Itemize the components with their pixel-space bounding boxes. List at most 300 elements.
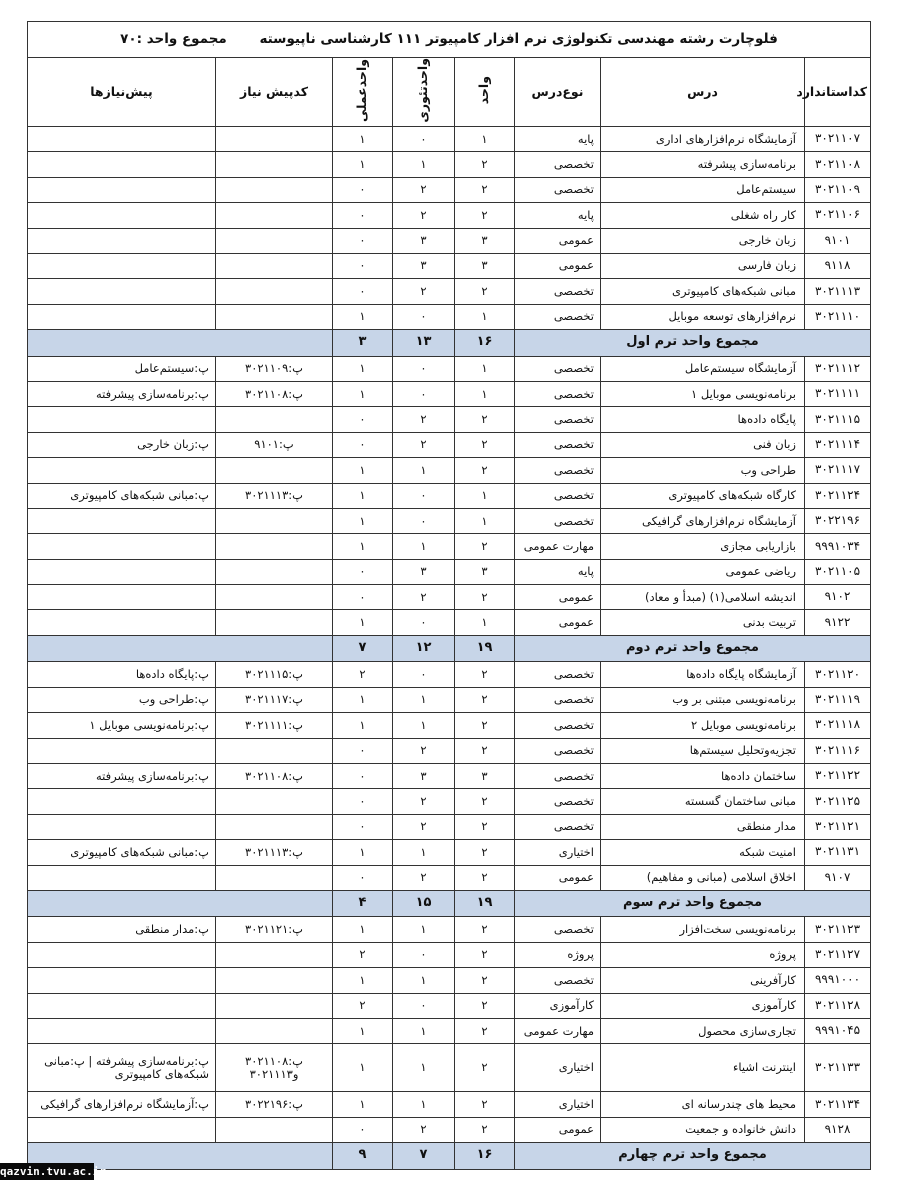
- prereq-name: پ:مبانی شبکه‌های کامپیوتری: [27, 840, 215, 865]
- prereq-name: [27, 458, 215, 483]
- course-units: ۲: [455, 968, 515, 993]
- course-type: عمومی: [515, 610, 601, 635]
- prereq-name: [27, 610, 215, 635]
- col-units-label: واحد: [476, 76, 492, 105]
- prereq-name: پ:سیستم‌عامل: [27, 356, 215, 381]
- course-code: ۳۰۲۱۱۲۷: [805, 942, 871, 967]
- course-type: اختیاری: [515, 1044, 601, 1092]
- course-type: تخصصی: [515, 304, 601, 329]
- course-type: مهارت عمومی: [515, 1018, 601, 1043]
- course-type: تخصصی: [515, 508, 601, 533]
- course-type: عمومی: [515, 585, 601, 610]
- prereq-name: [27, 407, 215, 432]
- course-theory: ۲: [393, 407, 455, 432]
- table-row: [27, 738, 870, 763]
- course-units: ۲: [455, 407, 515, 432]
- course-theory: ۱: [393, 687, 455, 712]
- course-type: تخصصی: [515, 662, 601, 687]
- course-units: ۲: [455, 993, 515, 1018]
- table-row: [27, 1044, 870, 1092]
- course-name: برنامه‌نویسی موبایل ۲: [601, 713, 805, 738]
- course-type: تخصصی: [515, 968, 601, 993]
- prereq-code: [216, 508, 333, 533]
- prereq-code: [216, 534, 333, 559]
- prereq-name: [27, 1018, 215, 1043]
- table-row: [27, 610, 870, 635]
- col-practical: [333, 58, 393, 127]
- course-practical: ۰: [333, 432, 393, 457]
- course-practical: ۱: [333, 152, 393, 177]
- table-row: [27, 585, 870, 610]
- course-name: ساختمان داده‌ها: [601, 763, 805, 788]
- table-row: [27, 534, 870, 559]
- prereq-code: [216, 304, 333, 329]
- prereq-code: [216, 203, 333, 228]
- course-code: ۳۰۲۱۱۲۲: [805, 763, 871, 788]
- course-name: طراحی وب: [601, 458, 805, 483]
- prereq-code: [216, 585, 333, 610]
- course-name: کارآموزی: [601, 993, 805, 1018]
- course-units: ۲: [455, 865, 515, 890]
- page-title: فلوچارت رشته مهندسی تکنولوژی نرم افزار کامپیوتر ۱۱۱ کارشناسی ناپیوسته: [259, 30, 778, 47]
- course-name: مدار منطقی: [601, 814, 805, 839]
- prereq-name: [27, 968, 215, 993]
- course-name: آزمایشگاه نرم‌افزارهای اداری: [601, 126, 805, 151]
- course-units: ۳: [455, 228, 515, 253]
- table-row: [27, 942, 870, 967]
- prereq-code: پ:۳۰۲۱۱۰۸: [216, 381, 333, 406]
- course-code: ۳۰۲۱۱۱۲: [805, 356, 871, 381]
- course-theory: ۱: [393, 1018, 455, 1043]
- table-row: [27, 968, 870, 993]
- table-row: [27, 917, 870, 942]
- course-practical: ۱: [333, 1092, 393, 1117]
- course-theory: ۱: [393, 1044, 455, 1092]
- prereq-code: پ:۳۰۲۱۱۱۷: [216, 687, 333, 712]
- term-sum-empty: [27, 330, 332, 357]
- course-practical: ۰: [333, 253, 393, 278]
- course-type: تخصصی: [515, 687, 601, 712]
- course-type: تخصصی: [515, 458, 601, 483]
- course-practical: ۰: [333, 763, 393, 788]
- course-theory: ۳: [393, 763, 455, 788]
- course-practical: ۰: [333, 585, 393, 610]
- course-type: عمومی: [515, 1117, 601, 1142]
- course-name: آزمایشگاه نرم‌افزارهای گرافیکی: [601, 508, 805, 533]
- term-sum-units: ۱۶: [455, 330, 515, 357]
- course-code: ۳۰۲۱۱۱۸: [805, 713, 871, 738]
- course-theory: ۰: [393, 356, 455, 381]
- table-row: [27, 993, 870, 1018]
- term-sum-label: مجموع واحد ترم چهارم: [515, 1143, 871, 1170]
- course-theory: ۲: [393, 585, 455, 610]
- course-name: زبان فنی: [601, 432, 805, 457]
- course-code: ۳۰۲۱۱۳۱: [805, 840, 871, 865]
- term-sum-empty: [27, 635, 332, 662]
- course-practical: ۰: [333, 1117, 393, 1142]
- course-name: نرم‌افزارهای توسعه موبایل: [601, 304, 805, 329]
- course-units: ۱: [455, 356, 515, 381]
- term-sum-row: [27, 890, 870, 917]
- table-row: [27, 1117, 870, 1142]
- prereq-name: [27, 865, 215, 890]
- prereq-code: [216, 253, 333, 278]
- course-code: ۳۰۲۱۱۱۱: [805, 381, 871, 406]
- course-code: ۳۰۲۱۱۱۳: [805, 279, 871, 304]
- term-sum-theory: ۷: [393, 1143, 455, 1170]
- course-type: مهارت عمومی: [515, 534, 601, 559]
- term-sum-row: [27, 635, 870, 662]
- course-theory: ۲: [393, 865, 455, 890]
- prereq-name: [27, 559, 215, 584]
- course-code: ۳۰۲۱۱۰۸: [805, 152, 871, 177]
- course-name: کارگاه شبکه‌های کامپیوتری: [601, 483, 805, 508]
- course-name: سیستم‌عامل: [601, 177, 805, 202]
- course-code: ۳۰۲۱۱۱۹: [805, 687, 871, 712]
- prereq-code: پ:۳۰۲۱۱۱۱: [216, 713, 333, 738]
- course-type: تخصصی: [515, 814, 601, 839]
- term-sum-row: [27, 330, 870, 357]
- course-practical: ۰: [333, 814, 393, 839]
- course-theory: ۳: [393, 228, 455, 253]
- course-units: ۲: [455, 1092, 515, 1117]
- table-row: [27, 458, 870, 483]
- prereq-name: [27, 253, 215, 278]
- prereq-name: پ:برنامه‌نویسی موبایل ۱: [27, 713, 215, 738]
- col-name: درس: [601, 58, 805, 127]
- course-theory: ۱: [393, 917, 455, 942]
- course-type: تخصصی: [515, 279, 601, 304]
- term-sum-practical: ۴: [333, 890, 393, 917]
- prereq-name: [27, 508, 215, 533]
- course-practical: ۲: [333, 942, 393, 967]
- total-units: مجموع واحد :۷۰: [120, 30, 227, 47]
- course-practical: ۱: [333, 508, 393, 533]
- course-theory: ۰: [393, 662, 455, 687]
- course-type: پایه: [515, 126, 601, 151]
- course-practical: ۱: [333, 1018, 393, 1043]
- prereq-code: [216, 738, 333, 763]
- course-name: مبانی شبکه‌های کامپیوتری: [601, 279, 805, 304]
- course-theory: ۰: [393, 381, 455, 406]
- course-type: تخصصی: [515, 789, 601, 814]
- course-units: ۲: [455, 687, 515, 712]
- prereq-name: [27, 738, 215, 763]
- course-name: تربیت بدنی: [601, 610, 805, 635]
- curriculum-chart: [28, 21, 871, 1170]
- course-type: تخصصی: [515, 381, 601, 406]
- course-units: ۲: [455, 432, 515, 457]
- prereq-code: [216, 177, 333, 202]
- course-units: ۲: [455, 1117, 515, 1142]
- course-theory: ۲: [393, 177, 455, 202]
- course-type: پایه: [515, 203, 601, 228]
- course-code: ۹۱۲۲: [805, 610, 871, 635]
- table-row: [27, 253, 870, 278]
- course-type: تخصصی: [515, 483, 601, 508]
- course-units: ۲: [455, 534, 515, 559]
- course-theory: ۲: [393, 789, 455, 814]
- course-name: برنامه‌نویسی موبایل ۱: [601, 381, 805, 406]
- course-practical: ۰: [333, 203, 393, 228]
- table-row: [27, 152, 870, 177]
- term-sum-practical: ۹: [333, 1143, 393, 1170]
- course-name: برنامه‌سازی پیشرفته: [601, 152, 805, 177]
- column-header-row: [27, 58, 870, 127]
- prereq-code: پ:۳۰۲۱۱۱۳: [216, 483, 333, 508]
- prereq-name: پ:آزمایشگاه نرم‌افزارهای گرافیکی: [27, 1092, 215, 1117]
- course-practical: ۱: [333, 687, 393, 712]
- prereq-name: [27, 126, 215, 151]
- course-units: ۲: [455, 458, 515, 483]
- course-rows: [27, 126, 870, 1169]
- course-type: تخصصی: [515, 177, 601, 202]
- table-row: [27, 203, 870, 228]
- table-row: [27, 713, 870, 738]
- course-code: ۳۰۲۱۱۲۳: [805, 917, 871, 942]
- table-row: [27, 279, 870, 304]
- course-practical: ۱: [333, 381, 393, 406]
- course-code: ۹۹۹۱۰۰۰: [805, 968, 871, 993]
- course-units: ۲: [455, 840, 515, 865]
- course-name: کارآفرینی: [601, 968, 805, 993]
- table-row: [27, 840, 870, 865]
- prereq-code: [216, 1117, 333, 1142]
- course-code: ۳۰۲۱۱۱۴: [805, 432, 871, 457]
- course-code: ۳۰۲۱۱۲۰: [805, 662, 871, 687]
- prereq-code: [216, 968, 333, 993]
- col-prereq-code: کدپیش نیاز: [216, 58, 333, 127]
- course-code: ۳۰۲۱۱۱۵: [805, 407, 871, 432]
- course-type: پایه: [515, 559, 601, 584]
- term-sum-row: [27, 1143, 870, 1170]
- table-row: [27, 687, 870, 712]
- course-practical: ۱: [333, 968, 393, 993]
- prereq-code: [216, 559, 333, 584]
- col-practical-label: واحدعملی: [354, 58, 370, 122]
- prereq-name: پ:پایگاه داده‌ها: [27, 662, 215, 687]
- course-practical: ۰: [333, 789, 393, 814]
- course-practical: ۰: [333, 407, 393, 432]
- term-sum-practical: ۳: [333, 330, 393, 357]
- course-name: ریاضی عمومی: [601, 559, 805, 584]
- course-code: ۳۰۲۲۱۹۶: [805, 508, 871, 533]
- table-row: [27, 508, 870, 533]
- table-row: [27, 432, 870, 457]
- course-units: ۱: [455, 304, 515, 329]
- course-name: زبان خارجی: [601, 228, 805, 253]
- course-code: ۳۰۲۱۱۰۹: [805, 177, 871, 202]
- course-practical: ۰: [333, 279, 393, 304]
- course-code: ۳۰۲۱۱۱۶: [805, 738, 871, 763]
- course-practical: ۱: [333, 840, 393, 865]
- course-theory: ۰: [393, 942, 455, 967]
- course-theory: ۱: [393, 840, 455, 865]
- course-units: ۲: [455, 662, 515, 687]
- course-name: اینترنت اشیاء: [601, 1044, 805, 1092]
- course-theory: ۲: [393, 738, 455, 763]
- course-name: بازاریابی مجازی: [601, 534, 805, 559]
- prereq-name: [27, 203, 215, 228]
- course-theory: ۲: [393, 814, 455, 839]
- course-type: تخصصی: [515, 713, 601, 738]
- prereq-code: [216, 1018, 333, 1043]
- course-theory: ۱: [393, 458, 455, 483]
- course-units: ۲: [455, 152, 515, 177]
- course-theory: ۰: [393, 610, 455, 635]
- term-sum-units: ۱۶: [455, 1143, 515, 1170]
- col-code: کداستاندارد: [805, 58, 871, 127]
- course-name: دانش خانواده و جمعیت: [601, 1117, 805, 1142]
- table-row: [27, 407, 870, 432]
- table-row: [27, 865, 870, 890]
- course-type: اختیاری: [515, 1092, 601, 1117]
- course-theory: ۳: [393, 559, 455, 584]
- course-code: ۹۹۹۱۰۳۴: [805, 534, 871, 559]
- course-name: امنیت شبکه: [601, 840, 805, 865]
- course-practical: ۲: [333, 993, 393, 1018]
- course-type: عمومی: [515, 228, 601, 253]
- term-sum-label: مجموع واحد ترم سوم: [515, 890, 871, 917]
- course-name: برنامه‌نویسی سخت‌افزار: [601, 917, 805, 942]
- course-name: آزمایشگاه سیستم‌عامل: [601, 356, 805, 381]
- course-code: ۹۱۰۲: [805, 585, 871, 610]
- table-row: [27, 1018, 870, 1043]
- course-practical: ۰: [333, 559, 393, 584]
- course-units: ۲: [455, 814, 515, 839]
- course-units: ۲: [455, 917, 515, 942]
- course-units: ۱: [455, 483, 515, 508]
- prereq-code: پ:۳۰۲۱۱۰۸: [216, 763, 333, 788]
- course-units: ۳: [455, 559, 515, 584]
- prereq-name: [27, 993, 215, 1018]
- course-practical: ۰: [333, 177, 393, 202]
- col-theory: [393, 58, 455, 127]
- prereq-name: پ:برنامه‌سازی پیشرفته: [27, 381, 215, 406]
- prereq-code: پ:۳۰۲۲۱۹۶: [216, 1092, 333, 1117]
- course-practical: ۰: [333, 228, 393, 253]
- course-type: تخصصی: [515, 432, 601, 457]
- table-row: [27, 228, 870, 253]
- course-theory: ۱: [393, 1092, 455, 1117]
- course-code: ۹۱۲۸: [805, 1117, 871, 1142]
- prereq-name: [27, 789, 215, 814]
- term-sum-theory: ۱۲: [393, 635, 455, 662]
- course-practical: ۱: [333, 917, 393, 942]
- course-code: ۳۰۲۱۱۲۵: [805, 789, 871, 814]
- prereq-name: پ:زبان خارجی: [27, 432, 215, 457]
- prereq-name: [27, 304, 215, 329]
- term-sum-practical: ۷: [333, 635, 393, 662]
- course-name: آزمایشگاه پایگاه داده‌ها: [601, 662, 805, 687]
- prereq-code: [216, 279, 333, 304]
- prereq-code: پ:۳۰۲۱۱۲۱: [216, 917, 333, 942]
- table-row: [27, 381, 870, 406]
- course-theory: ۱: [393, 152, 455, 177]
- col-theory-label: واحدتئوری: [415, 58, 431, 123]
- prereq-code: [216, 610, 333, 635]
- course-name: برنامه‌نویسی مبتنی بر وب: [601, 687, 805, 712]
- course-units: ۱: [455, 508, 515, 533]
- prereq-name: [27, 152, 215, 177]
- course-name: زبان فارسی: [601, 253, 805, 278]
- course-code: ۳۰۲۱۱۱۷: [805, 458, 871, 483]
- course-units: ۲: [455, 1018, 515, 1043]
- prereq-code: [216, 407, 333, 432]
- course-name: تجزیه‌وتحلیل سیستم‌ها: [601, 738, 805, 763]
- table-row: [27, 814, 870, 839]
- prereq-code: پ:۹۱۰۱: [216, 432, 333, 457]
- course-practical: ۱: [333, 458, 393, 483]
- course-units: ۲: [455, 738, 515, 763]
- table-row: [27, 483, 870, 508]
- prereq-code: پ:۳۰۲۱۱۰۸ و۳۰۲۱۱۱۳: [216, 1044, 333, 1092]
- course-code: ۹۱۰۷: [805, 865, 871, 890]
- prereq-code: [216, 993, 333, 1018]
- course-type: تخصصی: [515, 917, 601, 942]
- course-practical: ۱: [333, 713, 393, 738]
- course-type: اختیاری: [515, 840, 601, 865]
- course-theory: ۲: [393, 1117, 455, 1142]
- prereq-code: [216, 789, 333, 814]
- course-code: ۹۱۱۸: [805, 253, 871, 278]
- term-sum-units: ۱۹: [455, 890, 515, 917]
- course-practical: ۰: [333, 738, 393, 763]
- course-practical: ۱: [333, 356, 393, 381]
- course-name: پایگاه داده‌ها: [601, 407, 805, 432]
- prereq-name: [27, 1117, 215, 1142]
- prereq-code: [216, 942, 333, 967]
- course-theory: ۰: [393, 304, 455, 329]
- prereq-code: [216, 228, 333, 253]
- course-code: ۳۰۲۱۱۲۱: [805, 814, 871, 839]
- course-code: ۳۰۲۱۱۰۶: [805, 203, 871, 228]
- term-sum-units: ۱۹: [455, 635, 515, 662]
- prereq-code: پ:۳۰۲۱۱۰۹: [216, 356, 333, 381]
- course-practical: ۱: [333, 126, 393, 151]
- course-practical: ۲: [333, 662, 393, 687]
- course-name: تجاری‌سازی محصول: [601, 1018, 805, 1043]
- course-theory: ۲: [393, 279, 455, 304]
- prereq-code: [216, 126, 333, 151]
- prereq-name: [27, 585, 215, 610]
- curriculum-table: [27, 21, 871, 1170]
- prereq-name: پ:مدار منطقی: [27, 917, 215, 942]
- course-type: عمومی: [515, 865, 601, 890]
- course-units: ۲: [455, 789, 515, 814]
- term-sum-theory: ۱۳: [393, 330, 455, 357]
- course-theory: ۲: [393, 432, 455, 457]
- course-type: پروژه: [515, 942, 601, 967]
- course-theory: ۱: [393, 713, 455, 738]
- prereq-code: پ:۳۰۲۱۱۱۵: [216, 662, 333, 687]
- table-row: [27, 662, 870, 687]
- course-code: ۳۰۲۱۱۲۸: [805, 993, 871, 1018]
- course-practical: ۱: [333, 534, 393, 559]
- prereq-name: پ:مبانی شبکه‌های کامپیوتری: [27, 483, 215, 508]
- course-type: تخصصی: [515, 152, 601, 177]
- course-theory: ۳: [393, 253, 455, 278]
- course-name: مبانی ساختمان گسسته: [601, 789, 805, 814]
- course-type: کارآموزی: [515, 993, 601, 1018]
- table-row: [27, 789, 870, 814]
- course-theory: ۰: [393, 508, 455, 533]
- prereq-name: پ:طراحی وب: [27, 687, 215, 712]
- term-sum-theory: ۱۵: [393, 890, 455, 917]
- course-type: تخصصی: [515, 763, 601, 788]
- course-units: ۲: [455, 942, 515, 967]
- prereq-code: [216, 152, 333, 177]
